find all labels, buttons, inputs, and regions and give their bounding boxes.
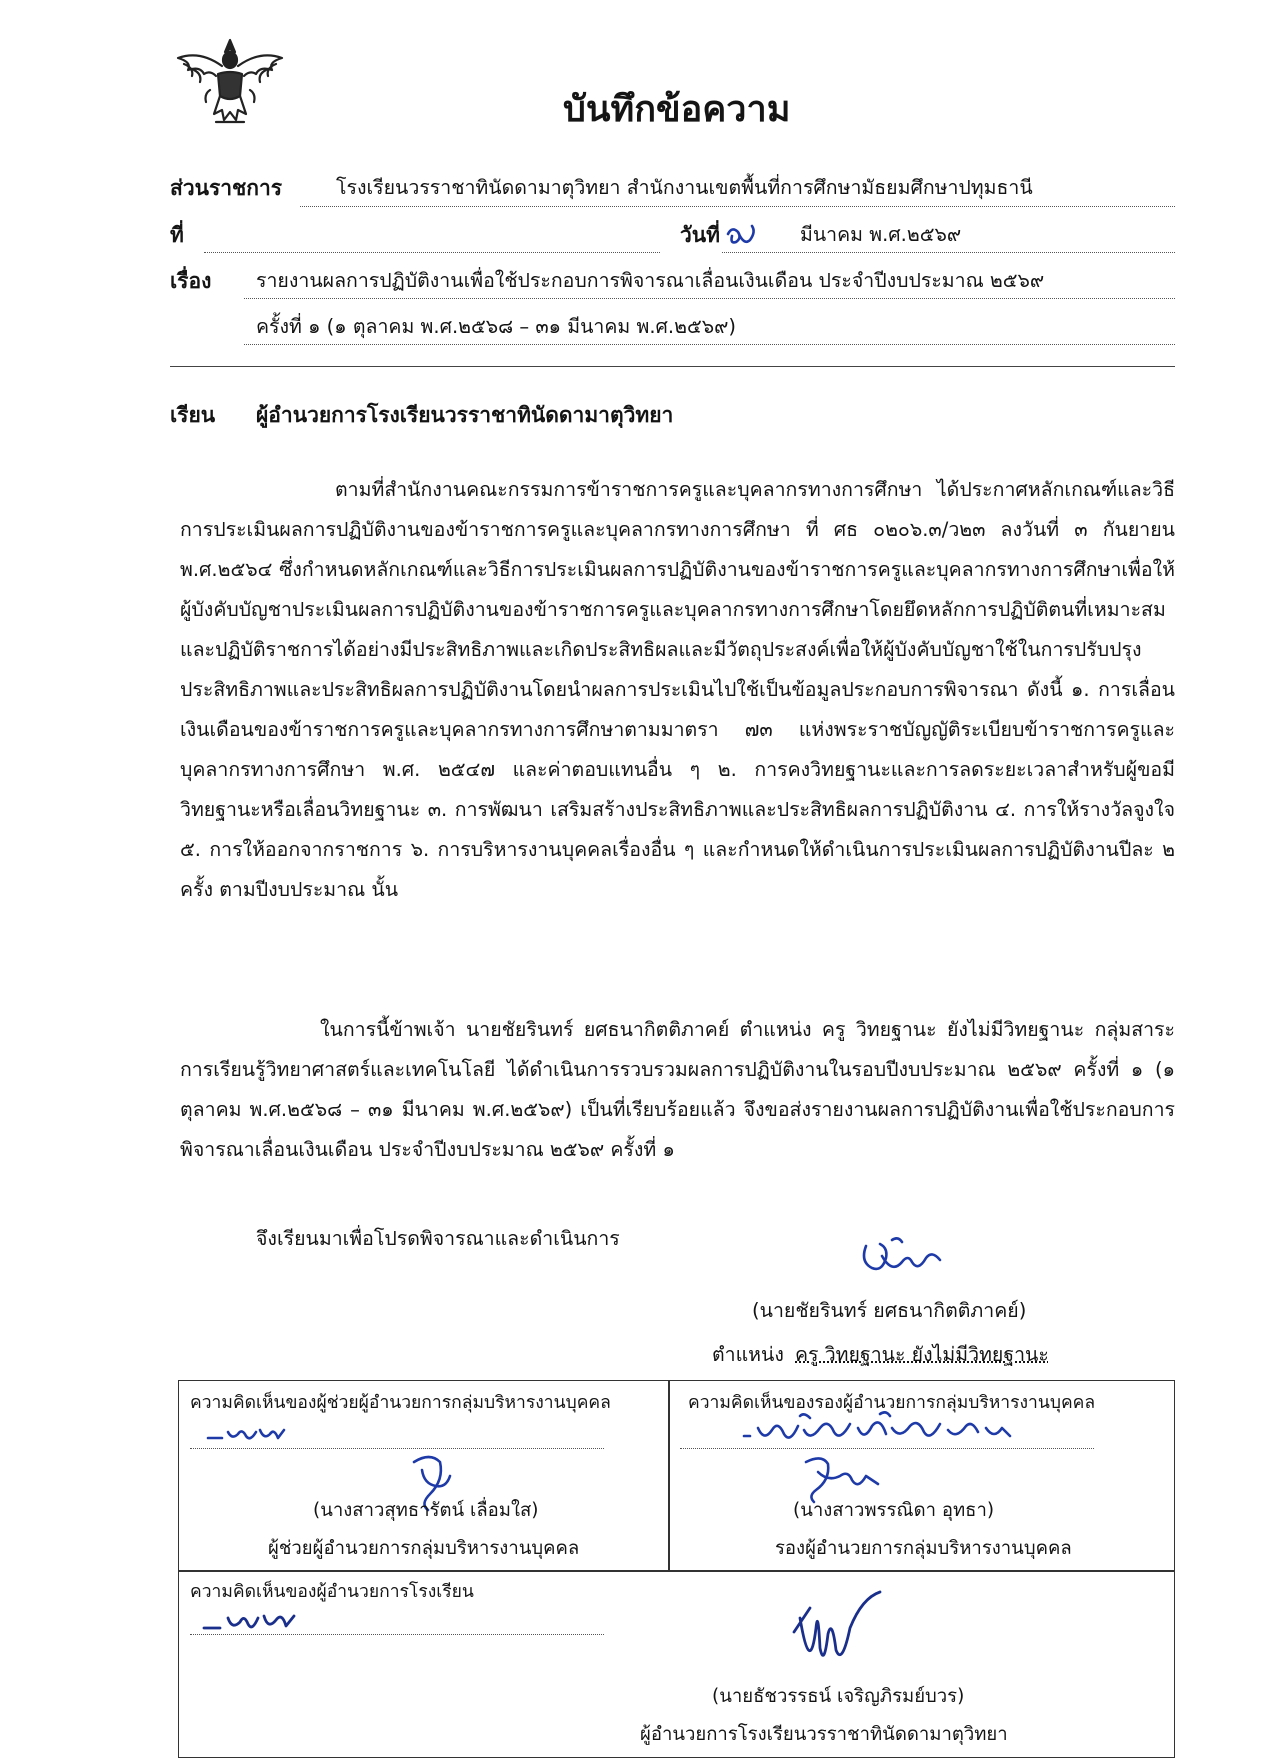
sender-signature <box>852 1232 962 1292</box>
handwritten-date-day <box>722 222 762 252</box>
sender-position-value: ครู วิทยฐานะ ยังไม่มีวิทยฐานะ <box>795 1343 1049 1366</box>
date-rest: มีนาคม พ.ศ.๒๕๖๙ <box>800 223 962 246</box>
director-name: (นายธัชวรรธน์ เจริญภิรมย์บวร) <box>712 1686 965 1707</box>
director-heading: ความคิดเห็นของผู้อำนวยการโรงเรียน <box>190 1582 474 1602</box>
ref-dotted-line <box>204 252 660 253</box>
closing-text: จึงเรียนมาเพื่อโปรดพิจารณาและดำเนินการ <box>256 1227 620 1250</box>
subject-dotted-line-2 <box>244 344 1175 345</box>
agency-label: ส่วนราชการ <box>170 176 283 200</box>
hr-assistant-handwritten-comment <box>204 1420 294 1450</box>
subject-label: เรื่อง <box>170 269 212 293</box>
hr-deputy-name: (นางสาวพรรณิดา อุทธา) <box>793 1500 995 1521</box>
sender-position-prefix: ตำแหน่ง <box>712 1343 784 1366</box>
director-position: ผู้อำนวยการโรงเรียนวรราชาทินัดดามาตุวิทยา <box>640 1724 1008 1745</box>
ref-label: ที่ <box>170 223 184 247</box>
hr-deputy-position: รองผู้อำนวยการกลุ่มบริหารงานบุคคล <box>775 1538 1072 1559</box>
director-signature <box>780 1588 890 1688</box>
subject-line-2: ครั้งที่ ๑ (๑ ตุลาคม พ.ศ.๒๕๖๘ – ๓๑ มีนาคม พ.ศ.๒๕๖๙) <box>256 315 736 338</box>
hr-deputy-heading: ความคิดเห็นของรองผู้อำนวยการกลุ่มบริหารงานบุคคล <box>688 1393 1096 1413</box>
date-label: วันที่ <box>680 223 720 247</box>
header-divider <box>170 366 1175 367</box>
director-dotted-line <box>190 1634 604 1635</box>
memo-title: บันทึกข้อความ <box>563 89 791 130</box>
garuda-emblem-icon <box>170 30 290 130</box>
addressee-label: เรียน <box>170 403 216 427</box>
sender-name: (นายชัยรินทร์ ยศธนากิตติภาคย์) <box>752 1299 1027 1322</box>
body-paragraph-2: ในการนี้ข้าพเจ้า นายชัยรินทร์ ยศธนากิตติภาคย์ ตำแหน่ง ครู วิทยฐานะ ยังไม่มีวิทยฐานะ กลุ่มสาระการเรียนรู้วิทยาศาสตร์และเทคโนโลยี ได้ดำเนินการรวบรวมผลการปฏิบัติงานในรอบปีงบประมาณ ๒๕๖๙ ครั้งที่ ๑ (๑ ตุลาคม พ.ศ.๒๕๖๘ – ๓๑ มีนาคม พ.ศ.๒๕๖๙) เป็นที่เรียบร้อยแล้ว จึงขอส่งรายงานผลการปฏิบัติงานเพื่อใช้ประกอบการพิจารณาเลื่อนเงินเดือน ประจำปีงบประมาณ ๒๕๖๙ ครั้งที่ ๑ <box>180 1018 1175 1161</box>
subject-line-1: รายงานผลการปฏิบัติงานเพื่อใช้ประกอบการพิจารณาเลื่อนเงินเดือน ประจำปีงบประมาณ ๒๕๖๙ <box>256 269 1045 292</box>
subject-dotted-line-1 <box>244 298 1175 299</box>
addressee-value: ผู้อำนวยการโรงเรียนวรราชาทินัดดามาตุวิทยา <box>256 403 674 427</box>
agency-dotted-line <box>300 206 1175 207</box>
hr-assistant-dotted-line <box>190 1448 604 1449</box>
hr-assistant-name: (นางสาวสุทธารัตน์ เลื่อมใส) <box>313 1500 539 1521</box>
hr-deputy-dotted-line <box>680 1448 1094 1449</box>
hr-assistant-position: ผู้ช่วยผู้อำนวยการกลุ่มบริหารงานบุคคล <box>268 1538 580 1559</box>
body-paragraph-1: ตามที่สำนักงานคณะกรรมการข้าราชการครูและบุคลากรทางการศึกษา ได้ประกาศหลักเกณฑ์และวิธีการประเมินผลการปฏิบัติงานของข้าราชการครูและบุคลากรทางการศึกษา ที่ ศธ ๐๒๐๖.๓/ว๒๓ ลงวันที่ ๓ กันยายน พ.ศ.๒๕๖๔ ซึ่งกำหนดหลักเกณฑ์และวิธีการประเมินผลการปฏิบัติงานของข้าราชการครูและบุคลากรทางการศึกษาเพื่อให้ผู้บังคับบัญชาประเมินผลการปฏิบัติงานของข้าราชการครูและบุคลากรทางการศึกษาโดยยึดหลักการปฏิบัติตนที่เหมาะสมและปฏิบัติราชการได้อย่างมีประสิทธิภาพและเกิดประสิทธิผลและมีวัตถุประสงค์เพื่อให้ผู้บังคับบัญชาใช้ในการปรับปรุงประสิทธิภาพและประสิทธิผลการปฏิบัติงานโดยนำผลการประเมินไปใช้เป็นข้อมูลประกอบการพิจารณา ดังนี้ ๑. การเลื่อนเงินเดือนของข้าราชการครูและบุคลากรทางการศึกษาตามมาตรา ๗๓ แห่งพระราชบัญญัติระเบียบข้าราชการครูและบุคลากรทางการศึกษา พ.ศ. ๒๕๔๗ และค่าตอบแทนอื่น ๆ ๒. การคงวิทยฐานะและการลดระยะเวลาสำหรับผู้ขอมีวิทยฐานะหรือเลื่อนวิทยฐานะ ๓. การพัฒนา เสริมสร้างประสิทธิภาพและประสิทธิผลการปฏิบัติงาน ๔. การให้รางวัลจูงใจ ๕. การให้ออกจากราชการ ๖. การบริหารงานบุคคลเรื่องอื่น ๆ และกำหนดให้ดำเนินการประเมินผลการปฏิบัติงานปีละ ๒ ครั้ง ตามปีงบประมาณ นั้น <box>180 478 1175 901</box>
date-dotted-line <box>722 252 1175 253</box>
agency-value: โรงเรียนวรราชาทินัดดามาตุวิทยา สำนักงานเขตพื้นที่การศึกษามัธยมศึกษาปทุมธานี <box>336 176 1033 199</box>
hr-assistant-heading: ความคิดเห็นของผู้ช่วยผู้อำนวยการกลุ่มบริหารงานบุคคล <box>190 1393 611 1413</box>
